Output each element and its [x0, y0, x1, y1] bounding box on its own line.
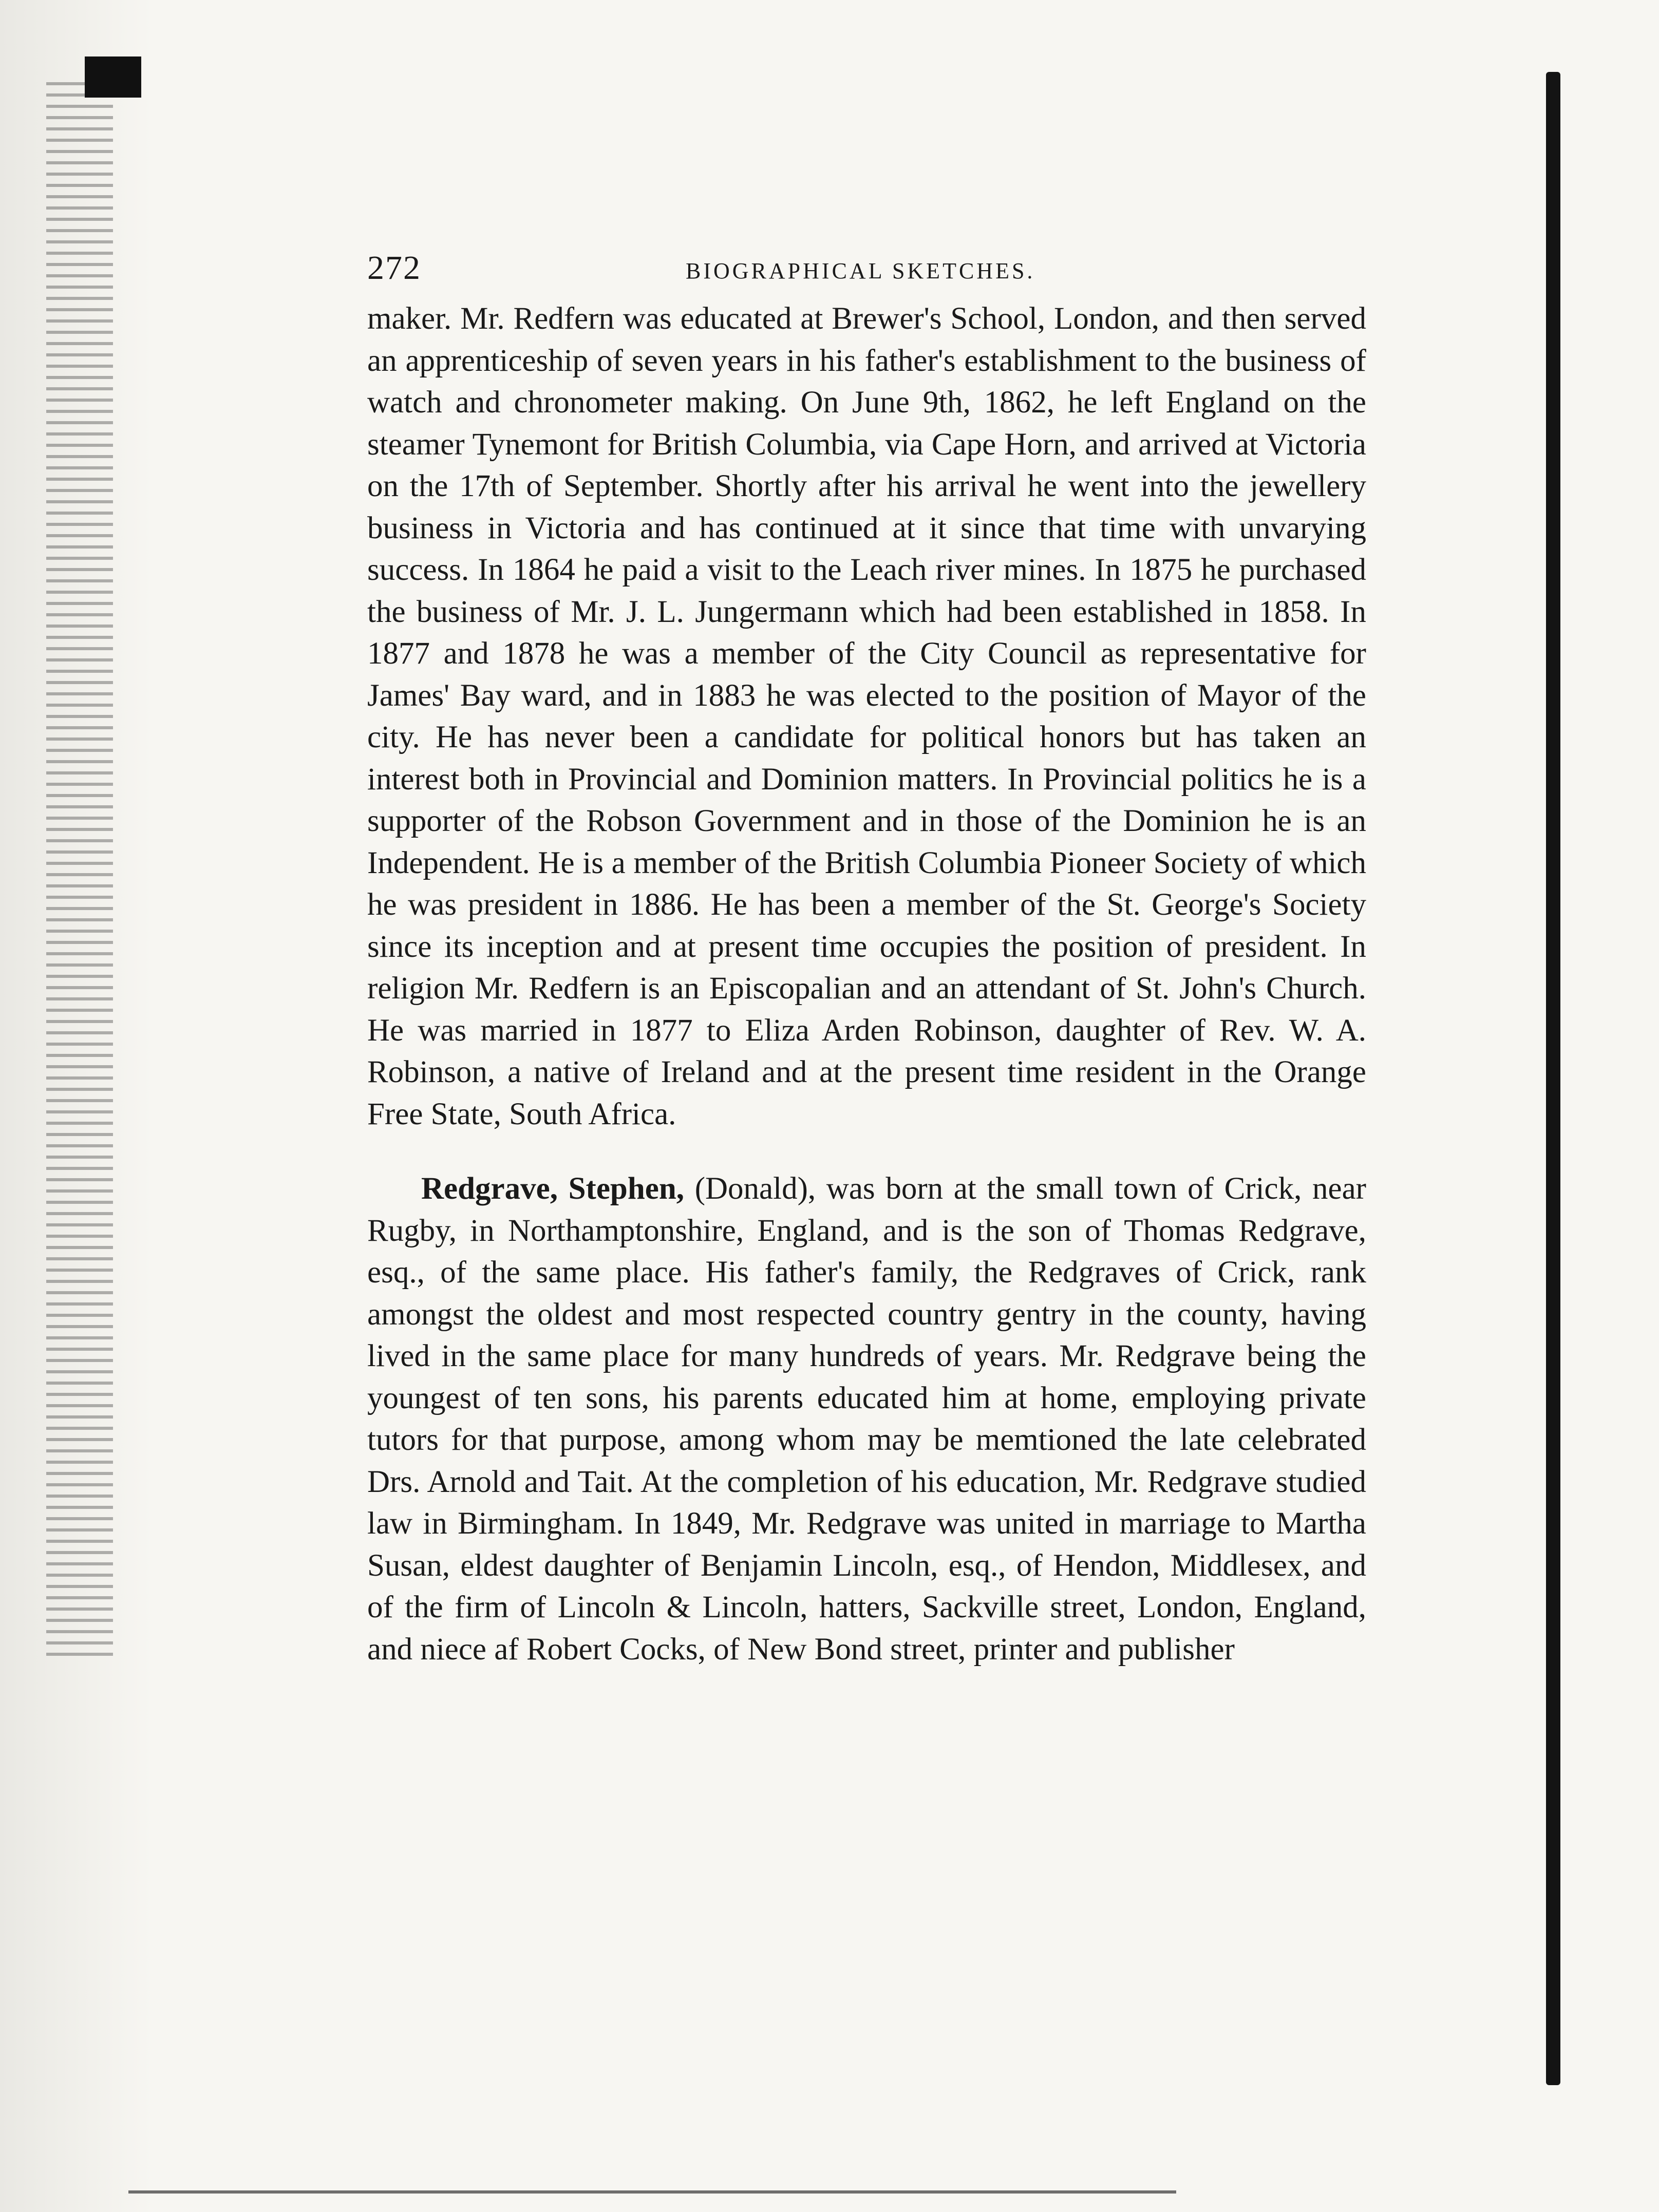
book-page: [367, 241, 1366, 1670]
scan-bottom-rule: [128, 2190, 1176, 2194]
entry-text-redgrave: (Donald), was born at the small town of Crick, near Rugby, in Northamptonshire, England, and is the son of Thomas Redgrave, esq., of the same place. His father's family, the Redgraves of Crick, rank amongst the oldest and most respected country gentry in the county, having lived in the same place for many hundreds of years. Mr. Redgrave being the youngest of ten sons, his parents educated him at home, employing private tutors for that purpose, among whom may be memtioned the late celebrated Drs. Arnold and Tait. At the completion of his education, Mr. Redgrave studied law in Birmingham. In 1849, Mr. Redgrave was united in marriage to Martha Susan, eldest daughter of Benjamin Lincoln, esq., of Hendon, Middlesex, and of the firm of Lincoln & Lincoln, hatters, Sackville street, London, England, and niece af Robert Cocks, of New Bond street, printer and publisher: [367, 1171, 1366, 1667]
body-text: [367, 298, 1366, 1670]
paragraph-redgrave: [367, 1168, 1366, 1670]
scan-page-edge: [1546, 72, 1560, 2085]
scan-gutter-noise: [46, 82, 113, 1664]
running-title: BIOGRAPHICAL SKETCHES.: [686, 258, 1035, 283]
running-head: [367, 241, 1366, 298]
scan-binding-mark: [85, 56, 141, 98]
page-number: 272: [367, 249, 421, 287]
entry-name-redgrave: Redgrave, Stephen,: [421, 1171, 685, 1206]
paragraph-redfern-continued: maker. Mr. Redfern was educated at Brewer's School, London, and then served an apprenticeship of seven years in his father's establishment to the business of watch and chronometer making. On June 9th, 1862, he left England on the steamer Tynemont for British Columbia, via Cape Horn, and arrived at Victoria on the 17th of September. Shortly after his arrival he went into the jewellery business in Victoria and has continued at it since that time with unvarying success. In 1864 he paid a visit to the Leach river mines. In 1875 he purchased the business of Mr. J. L. Jungermann which had been established in 1858. In 1877 and 1878 he was a member of the City Council as representative for James' Bay ward, and in 1883 he was elected to the position of Mayor of the city. He has never been a candidate for political honors but has taken an interest both in Provincial and Dominion matters. In Provincial politics he is a supporter of the Robson Government and in those of the Dominion he is an Independent. He is a member of the British Columbia Pioneer Society of which he was president in 1886. He has been a member of the St. George's Society since its inception and at present time occupies the position of president. In religion Mr. Redfern is an Episcopalian and an attendant of St. John's Church. He was married in 1877 to Eliza Arden Robinson, daughter of Rev. W. A. Robinson, a native of Ireland and at the present time resident in the Orange Free State, South Africa.: [367, 301, 1366, 1131]
